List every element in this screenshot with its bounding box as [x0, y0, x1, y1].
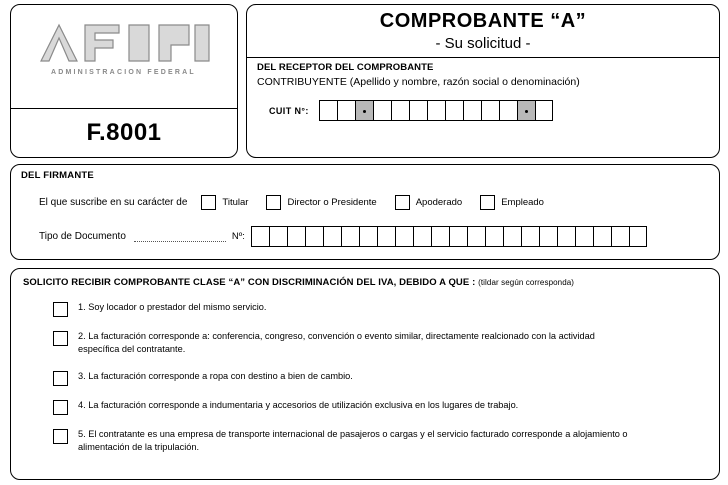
receptor-contribuyente-label: CONTRIBUYENTE (Apellido y nombre, razón social o denominación): [257, 76, 580, 88]
doc-cell[interactable]: [575, 226, 593, 247]
logo-form-box: [10, 4, 238, 158]
tipo-documento-label: Tipo de Documento: [39, 231, 126, 242]
cuit-cell[interactable]: [319, 100, 337, 121]
doc-cell[interactable]: [431, 226, 449, 247]
doc-cell[interactable]: [485, 226, 503, 247]
doc-cell[interactable]: [629, 226, 647, 247]
checkbox-titular[interactable]: [201, 195, 216, 210]
page-subtitle: - Su solicitud -: [435, 35, 531, 52]
list-item: [23, 428, 707, 455]
suscribe-row: [21, 195, 719, 210]
doc-cell[interactable]: [323, 226, 341, 247]
label-director-presidente: Director o Presidente: [287, 197, 377, 208]
cuit-separator-cell: [517, 100, 535, 121]
doc-cell[interactable]: [377, 226, 395, 247]
cuit-cell[interactable]: [337, 100, 355, 121]
doc-cell[interactable]: [287, 226, 305, 247]
page-title: COMPROBANTE “A”: [379, 10, 587, 32]
doc-cell[interactable]: [521, 226, 539, 247]
cuit-label: CUIT N°:: [269, 105, 309, 116]
cuit-cell[interactable]: [499, 100, 517, 121]
doc-cell[interactable]: [305, 226, 323, 247]
solicito-title-note: (tildar según corresponda): [478, 278, 575, 287]
list-item: [23, 399, 707, 415]
documento-numero-label: Nº:: [231, 231, 245, 242]
doc-cell[interactable]: [539, 226, 557, 247]
doc-cell[interactable]: [611, 226, 629, 247]
form-code: F.8001: [86, 119, 162, 146]
cuit-row: [247, 100, 719, 121]
motivo-4-label: 4. La facturación corresponde a indumentaria y accesorios de utilización exclusiva en los lugares de trabajo.: [78, 399, 519, 410]
label-apoderado: Apoderado: [415, 197, 463, 208]
cuit-cell[interactable]: [427, 100, 445, 121]
doc-cell[interactable]: [503, 226, 521, 247]
cuit-separator-cell: [355, 100, 373, 121]
checkbox-motivo-2[interactable]: [53, 331, 68, 346]
cuit-cell[interactable]: [463, 100, 481, 121]
doc-cell[interactable]: [395, 226, 413, 247]
checkbox-director-presidente[interactable]: [266, 195, 281, 210]
list-item: [23, 301, 707, 317]
tipo-documento-input[interactable]: [134, 231, 226, 242]
checkbox-empleado[interactable]: [480, 195, 495, 210]
afip-subtitle: ADMINISTRACION FEDERAL: [51, 69, 196, 76]
motivo-5-label: 5. El contratante es una empresa de transporte internacional de pasajeros o cargas y el servicio facturado corresponde a alojamiento o alimentación de la tripulación.: [78, 428, 628, 453]
solicito-section: [10, 268, 720, 480]
checkbox-apoderado[interactable]: [395, 195, 410, 210]
doc-cell[interactable]: [557, 226, 575, 247]
cuit-cell[interactable]: [391, 100, 409, 121]
doc-cell[interactable]: [593, 226, 611, 247]
motivo-2-label: 2. La facturación corresponde a: conferencia, congreso, convención o evento similar, directamente realcionado con la actividad específica del contratante.: [78, 331, 595, 355]
checkbox-motivo-1[interactable]: [53, 302, 68, 317]
cuit-cell[interactable]: [373, 100, 391, 121]
label-empleado: Empleado: [501, 197, 544, 208]
doc-cell[interactable]: [341, 226, 359, 247]
receptor-section: [247, 58, 719, 88]
header-box: [246, 4, 720, 158]
checkbox-motivo-4[interactable]: [53, 400, 68, 415]
checkbox-motivo-3[interactable]: [53, 371, 68, 386]
cuit-cell[interactable]: [445, 100, 463, 121]
logo-area: [11, 5, 237, 108]
solicito-title-text: SOLICITO RECIBIR COMPROBANTE CLASE “A” CON DISCRIMINACIÓN DEL IVA, DEBIDO A QUE :: [23, 277, 476, 288]
documento-numero-input[interactable]: [251, 226, 647, 247]
suscribe-label: El que suscribe en su carácter de: [39, 197, 188, 208]
firmante-section: [10, 164, 720, 260]
label-titular: Titular: [222, 197, 249, 208]
doc-cell[interactable]: [269, 226, 287, 247]
motivo-3-label: 3. La facturación corresponde a ropa con destino a bien de cambio.: [78, 370, 353, 381]
firmante-title: DEL FIRMANTE: [21, 170, 94, 181]
doc-cell[interactable]: [449, 226, 467, 247]
doc-cell[interactable]: [467, 226, 485, 247]
documento-row: [21, 226, 719, 247]
receptor-title: DEL RECEPTOR DEL COMPROBANTE: [257, 62, 434, 73]
cuit-cell[interactable]: [535, 100, 553, 121]
doc-cell[interactable]: [251, 226, 269, 247]
cuit-cell[interactable]: [409, 100, 427, 121]
afip-logo-icon: [37, 21, 212, 65]
cuit-input[interactable]: [319, 100, 553, 121]
solicito-title: [23, 277, 707, 288]
motivo-1-label: 1. Soy locador o prestador del mismo servicio.: [78, 302, 267, 312]
list-item: [23, 330, 707, 357]
checkbox-motivo-5[interactable]: [53, 429, 68, 444]
list-item: [23, 370, 707, 386]
cuit-cell[interactable]: [481, 100, 499, 121]
header-row: [0, 0, 728, 158]
doc-cell[interactable]: [359, 226, 377, 247]
doc-cell[interactable]: [413, 226, 431, 247]
